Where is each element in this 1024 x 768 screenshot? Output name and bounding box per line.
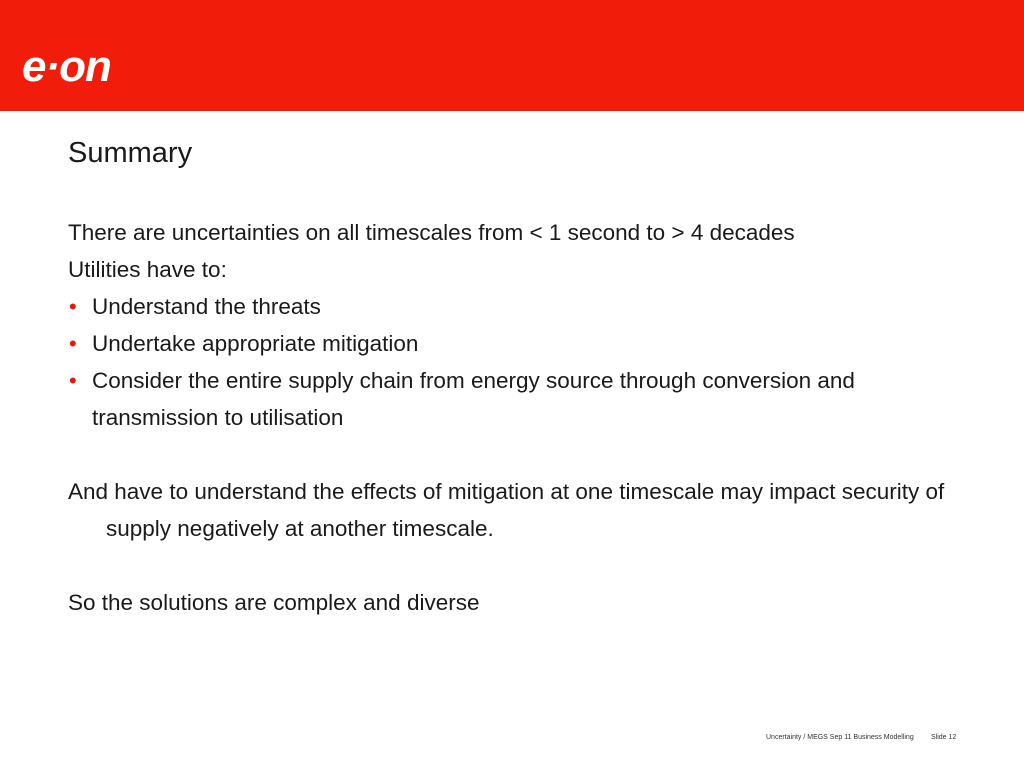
- footer-slide-number: Slide 12: [931, 734, 957, 741]
- list-item: [68, 325, 968, 362]
- mitigation-paragraph: And have to understand the effects of mitigation at one timescale may impact security of supply negatively at another timescale.: [68, 479, 945, 541]
- utilities-intro: Utilities have to:: [68, 257, 227, 282]
- bullet-text: Consider the entire supply chain from energy source through conversion and transmission to utilisation: [92, 368, 855, 430]
- header-band: [0, 0, 1024, 111]
- eon-logo: [22, 41, 162, 91]
- spacer: [68, 547, 968, 584]
- slide-title: Summary: [68, 137, 193, 169]
- conclusion-paragraph: So the solutions are complex and diverse: [68, 590, 480, 615]
- spacer: [68, 436, 968, 473]
- list-item: [68, 288, 968, 325]
- uncertainty-statement: There are uncertainties on all timescales from < 1 second to > 4 decades: [68, 220, 795, 245]
- bullet-text: Understand the threats: [92, 294, 321, 319]
- red-bullet-icon: •: [69, 331, 77, 356]
- bullet-text: Undertake appropriate mitigation: [92, 331, 419, 356]
- red-bullet-icon: •: [69, 294, 77, 319]
- bullet-list: [68, 288, 968, 436]
- svg-text:e·on: e·on: [22, 42, 111, 91]
- slide-content: [68, 214, 968, 621]
- red-bullet-icon: •: [69, 368, 77, 393]
- list-item: [68, 362, 968, 436]
- footer-source: Uncertainty / MEGS Sep 11 Business Modelling: [766, 734, 914, 741]
